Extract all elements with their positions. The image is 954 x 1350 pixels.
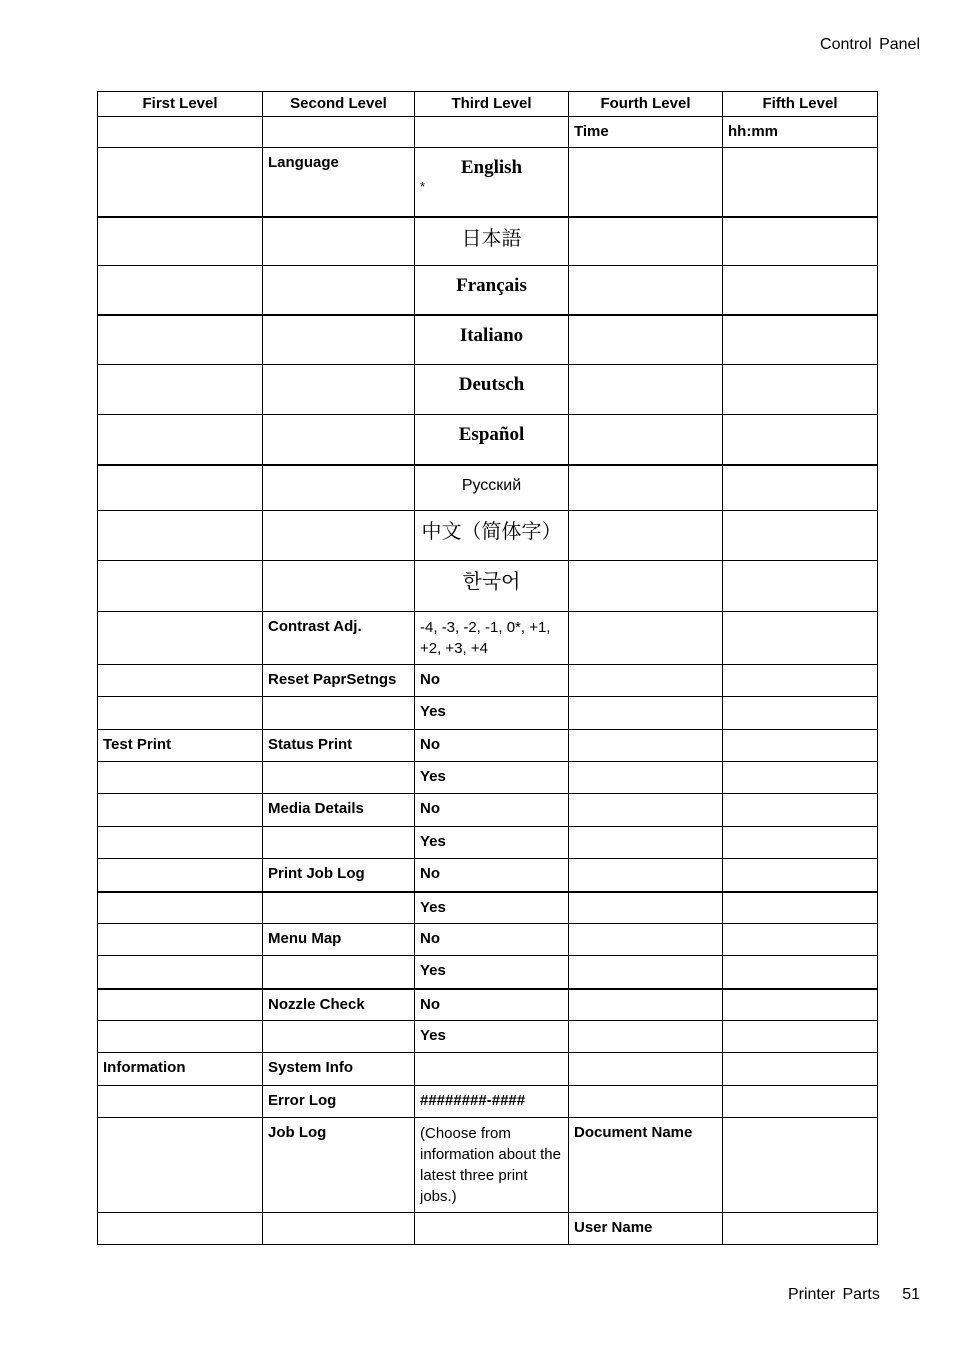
- table-cell: [723, 1086, 878, 1118]
- table-cell: [98, 665, 263, 697]
- footer-text: Printer Parts: [787, 1286, 880, 1303]
- table-cell: [569, 924, 723, 956]
- table-cell: [263, 1213, 415, 1245]
- table-row: [98, 794, 878, 827]
- page-number: 51: [902, 1286, 920, 1303]
- table-row: [98, 1118, 878, 1213]
- running-footer: [788, 1286, 920, 1304]
- table-cell: Yes: [415, 697, 569, 730]
- table-cell: [263, 415, 415, 465]
- table-cell: [569, 266, 723, 315]
- table-cell: [723, 956, 878, 989]
- table-row: [98, 924, 878, 956]
- table-cell: [98, 217, 263, 266]
- column-header: Fourth Level: [569, 92, 723, 117]
- table-cell: [263, 465, 415, 511]
- table-cell: No: [415, 989, 569, 1021]
- table-row: [98, 697, 878, 730]
- table-cell: Status Print: [263, 730, 415, 762]
- table-cell: [569, 217, 723, 266]
- column-header: Third Level: [415, 92, 569, 117]
- table-cell: [98, 266, 263, 315]
- table-cell: [98, 415, 263, 465]
- table-cell: [263, 511, 415, 561]
- table-cell: [98, 1118, 263, 1213]
- table-cell: [263, 762, 415, 794]
- table-cell: Language: [263, 148, 415, 217]
- table-cell: [569, 956, 723, 989]
- table-cell: [723, 762, 878, 794]
- running-header: Control Panel: [820, 36, 920, 53]
- table-cell: [415, 415, 569, 465]
- table-cell: [569, 148, 723, 217]
- table-cell: [263, 892, 415, 924]
- table-cell: [415, 365, 569, 415]
- table-cell: [415, 148, 569, 217]
- table-cell: [723, 697, 878, 730]
- table-cell: System Info: [263, 1053, 415, 1086]
- table-cell: [723, 315, 878, 365]
- table-row: [98, 217, 878, 266]
- language-option: Italiano: [459, 324, 524, 346]
- table-cell: [263, 561, 415, 612]
- table-cell: [569, 1086, 723, 1118]
- table-cell: [415, 1053, 569, 1086]
- table-cell: [263, 1021, 415, 1053]
- table-cell: [98, 762, 263, 794]
- table-cell: [723, 365, 878, 415]
- table-cell: Yes: [415, 956, 569, 989]
- table-cell: [98, 365, 263, 415]
- table-cell: Time: [569, 117, 723, 148]
- table-cell: Contrast Adj.: [263, 612, 415, 665]
- table-cell: Test Print: [98, 730, 263, 762]
- table-cell: [723, 511, 878, 561]
- language-option: 中文（简体字）: [421, 519, 562, 543]
- table-cell: [263, 697, 415, 730]
- table-cell: [569, 697, 723, 730]
- language-option: Deutsch: [458, 374, 525, 395]
- table-cell: [98, 989, 263, 1021]
- table-row: [98, 266, 878, 315]
- table-header-row: [98, 92, 878, 117]
- table-cell: [569, 511, 723, 561]
- table-cell: [98, 612, 263, 665]
- table-cell: Yes: [415, 762, 569, 794]
- table-row: [98, 465, 878, 511]
- table-cell: [723, 612, 878, 665]
- table-cell: [415, 465, 569, 511]
- table-row: [98, 415, 878, 465]
- language-option: 한국어: [462, 569, 521, 593]
- table-cell: [263, 956, 415, 989]
- table-cell: hh:mm: [723, 117, 878, 148]
- table-row: [98, 612, 878, 665]
- table-cell: [569, 365, 723, 415]
- table-cell: [263, 365, 415, 415]
- table-cell: Print Job Log: [263, 859, 415, 892]
- table-cell: [569, 762, 723, 794]
- table-cell: -4, -3, -2, -1, 0*, +1, +2, +3, +4: [415, 612, 569, 665]
- table-row: [98, 730, 878, 762]
- table-cell: Information: [98, 1053, 263, 1086]
- table-row: [98, 511, 878, 561]
- table-cell: [98, 892, 263, 924]
- table-row: [98, 117, 878, 148]
- table-cell: [98, 794, 263, 827]
- table-cell: Reset PaprSetngs: [263, 665, 415, 697]
- table-cell: [98, 859, 263, 892]
- table-row: [98, 989, 878, 1021]
- table-cell: [98, 956, 263, 989]
- table-cell: [415, 511, 569, 561]
- table-cell: [98, 561, 263, 612]
- table-cell: [569, 561, 723, 612]
- table-row: [98, 892, 878, 924]
- table-cell: [98, 148, 263, 217]
- table-cell: [723, 859, 878, 892]
- table-cell: [723, 1053, 878, 1086]
- table-row: [98, 148, 878, 217]
- table-row: [98, 762, 878, 794]
- table-cell: Error Log: [263, 1086, 415, 1118]
- table-cell: Menu Map: [263, 924, 415, 956]
- table-row: [98, 561, 878, 612]
- table-cell: [98, 697, 263, 730]
- language-option: Español: [458, 424, 525, 445]
- table-row: [98, 859, 878, 892]
- table-cell: [723, 266, 878, 315]
- menu-structure-table: [97, 91, 878, 1245]
- table-row: [98, 1053, 878, 1086]
- column-header: First Level: [98, 92, 263, 117]
- default-marker: *: [420, 179, 426, 194]
- table-cell: [723, 827, 878, 859]
- table-cell: [98, 924, 263, 956]
- table-cell: [723, 217, 878, 266]
- table-cell: [415, 217, 569, 266]
- table-cell: [723, 794, 878, 827]
- table-cell: [415, 561, 569, 612]
- table-cell: Job Log: [263, 1118, 415, 1213]
- table-cell: [569, 315, 723, 365]
- table-row: [98, 1086, 878, 1118]
- table-cell: Yes: [415, 892, 569, 924]
- table-cell: [263, 266, 415, 315]
- table-row: [98, 315, 878, 365]
- table-cell: [723, 892, 878, 924]
- table-cell: ########-####: [415, 1086, 569, 1118]
- table-cell: [569, 465, 723, 511]
- table-cell: User Name: [569, 1213, 723, 1245]
- table-cell: No: [415, 665, 569, 697]
- table-row: [98, 1213, 878, 1245]
- table-row: [98, 827, 878, 859]
- table-cell: [263, 217, 415, 266]
- language-option: 日本語: [461, 225, 522, 250]
- table-cell: [723, 561, 878, 612]
- table-cell: [723, 924, 878, 956]
- table-cell: [263, 827, 415, 859]
- table-cell: Nozzle Check: [263, 989, 415, 1021]
- table-cell: [569, 859, 723, 892]
- table-cell: [569, 612, 723, 665]
- table-cell: [723, 1213, 878, 1245]
- table-cell: No: [415, 924, 569, 956]
- table-cell: [98, 827, 263, 859]
- table-cell: No: [415, 730, 569, 762]
- table-cell: [263, 117, 415, 148]
- table-cell: No: [415, 859, 569, 892]
- table-cell: [723, 665, 878, 697]
- table-cell: [415, 117, 569, 148]
- table-cell: [569, 989, 723, 1021]
- table-cell: [415, 315, 569, 365]
- table-cell: [723, 1118, 878, 1213]
- table-row: [98, 365, 878, 415]
- table-cell: [723, 989, 878, 1021]
- table-cell: (Choose from information about the latest three print jobs.): [415, 1118, 569, 1213]
- table-cell: [98, 315, 263, 365]
- table-cell: [98, 1086, 263, 1118]
- table-cell: [415, 266, 569, 315]
- table-cell: [569, 892, 723, 924]
- table-cell: [98, 465, 263, 511]
- table-cell: [263, 315, 415, 365]
- table-cell: [723, 148, 878, 217]
- language-option: English: [460, 157, 523, 178]
- table-cell: [98, 511, 263, 561]
- language-option: Français: [456, 275, 527, 296]
- table-cell: [569, 1053, 723, 1086]
- table-cell: Media Details: [263, 794, 415, 827]
- table-cell: [569, 794, 723, 827]
- language-option: Русский: [461, 476, 522, 494]
- table-row: [98, 956, 878, 989]
- table-cell: [569, 415, 723, 465]
- table-cell: [723, 415, 878, 465]
- table-cell: [569, 827, 723, 859]
- column-header: Second Level: [263, 92, 415, 117]
- table-row: [98, 1021, 878, 1053]
- table-cell: Yes: [415, 1021, 569, 1053]
- table-cell: [98, 1213, 263, 1245]
- table-cell: [98, 1021, 263, 1053]
- table-row: [98, 665, 878, 697]
- table-cell: [569, 665, 723, 697]
- column-header: Fifth Level: [723, 92, 878, 117]
- table-cell: [723, 1021, 878, 1053]
- table-cell: [723, 465, 878, 511]
- table-cell: [569, 1021, 723, 1053]
- table-cell: No: [415, 794, 569, 827]
- table-cell: Yes: [415, 827, 569, 859]
- table-cell: [569, 730, 723, 762]
- table-cell: Document Name: [569, 1118, 723, 1213]
- table-cell: [415, 1213, 569, 1245]
- table-cell: [723, 730, 878, 762]
- table-cell: [98, 117, 263, 148]
